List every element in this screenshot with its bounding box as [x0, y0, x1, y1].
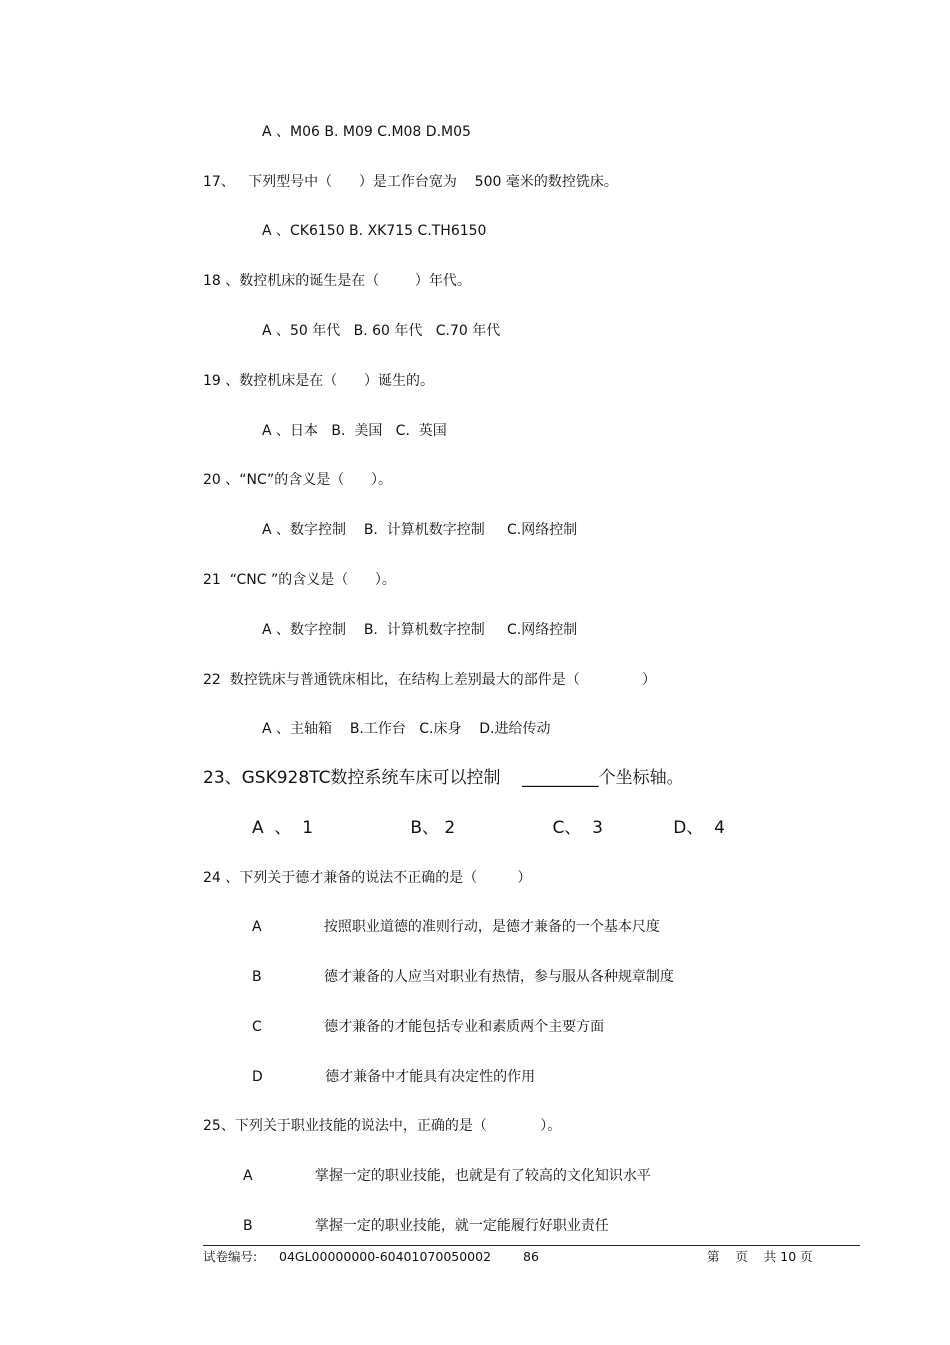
- q25-text: 25、下列关于职业技能的说法中，正确的是（ ）。: [203, 1118, 562, 1134]
- q24-option-c: C 德才兼备的才能包括专业和素质两个主要方面: [252, 1019, 605, 1035]
- q25-option-a: A 掌握一定的职业技能，也就是有了较高的文化知识水平: [243, 1168, 651, 1184]
- q21-text: 21 “CNC ”的含义是（ ）。: [203, 572, 396, 588]
- q24-option-a: A 按照职业道德的准则行动，是德才兼备的一个基本尺度: [252, 919, 660, 935]
- footer-divider: [203, 1245, 860, 1246]
- q24-option-d: D 德才兼备中才能具有决定性的作用: [252, 1069, 536, 1085]
- q23-text: 23、GSK928TC数控系统车床可以控制 _________个坐标轴。: [203, 768, 684, 788]
- q22-options: A 、主轴箱 B.工作台 C.床身 D.进给传动: [262, 721, 551, 737]
- q23-options: A 、 1 B、 2 C、 3 D、 4: [252, 818, 725, 838]
- q17-text: 17、 下列型号中（ ）是工作台宽为 500 毫米的数控铣床。: [203, 174, 618, 190]
- q19-text: 19 、数控机床是在（ ）诞生的。: [203, 373, 434, 389]
- q20-options: A 、数字控制 B. 计算机数字控制 C.网络控制: [262, 522, 578, 538]
- footer-label: 试卷编号:: [203, 1249, 258, 1264]
- q22-text: 22 数控铣床与普通铣床相比，在结构上差别最大的部件是（ ）: [203, 672, 657, 688]
- footer-pages: 第 页 共 10 页: [707, 1249, 813, 1264]
- q19-options: A 、日本 B. 美国 C. 英国: [262, 423, 447, 439]
- q20-text: 20 、“NC”的含义是（ ）。: [203, 472, 392, 488]
- q25-option-b: B 掌握一定的职业技能，就一定能履行好职业责任: [243, 1218, 609, 1234]
- q17-options: A 、CK6150 B. XK715 C.TH6150: [262, 223, 487, 239]
- footer-number: 86: [523, 1249, 539, 1264]
- q18-text: 18 、数控机床的诞生是在（ ）年代。: [203, 273, 471, 289]
- q24-text: 24 、下列关于德才兼备的说法不正确的是（ ）: [203, 870, 532, 886]
- q21-options: A 、数字控制 B. 计算机数字控制 C.网络控制: [262, 622, 578, 638]
- footer-code: 04GL00000000-60401070050002: [279, 1249, 492, 1264]
- q18-options: A 、50 年代 B. 60 年代 C.70 年代: [262, 323, 501, 339]
- q16-options: A 、M06 B. M09 C.M08 D.M05: [262, 124, 471, 140]
- q24-option-b: B 德才兼备的人应当对职业有热情，参与服从各种规章制度: [252, 969, 674, 985]
